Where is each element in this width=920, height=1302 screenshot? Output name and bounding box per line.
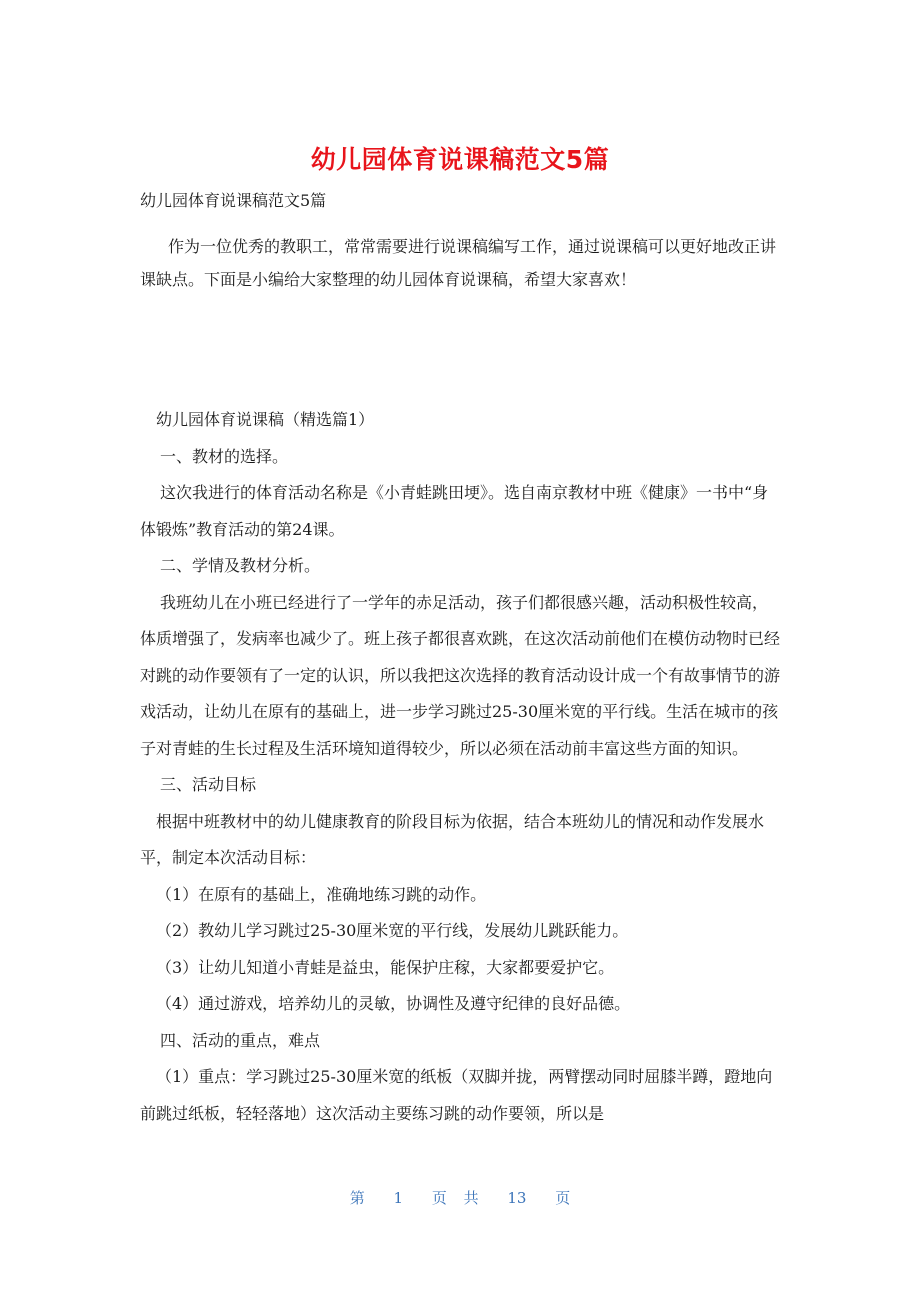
list-item: （1）在原有的基础上，准确地练习跳的动作。 — [156, 884, 487, 904]
footer-ye: 页 — [555, 1189, 571, 1207]
footer-page-number: 1 — [393, 1189, 404, 1207]
document-title: 幼儿园体育说课稿范文5篇 — [310, 145, 610, 174]
intro-section — [140, 230, 782, 296]
list-item: （3）让幼儿知道小青蛙是益虫，能保护庄稼，大家都要爱护它。 — [156, 957, 615, 977]
intro-paragraph: 作为一位优秀的教职工，常常需要进行说课稿编写工作，通过说课稿可以更好地改正讲课缺点。下面是小编给大家整理的幼儿园体育说课稿，希望大家喜欢！ — [140, 237, 777, 289]
footer-di: 第 — [349, 1189, 365, 1207]
footer-ye-gong: 页 共 — [431, 1189, 479, 1207]
footer-total-pages: 13 — [507, 1189, 527, 1207]
list-item: （2）教幼儿学习跳过25-30厘米宽的平行线，发展幼儿跳跃能力。 — [156, 921, 629, 940]
document-subtitle: 幼儿园体育说课稿范文5篇 — [140, 191, 327, 210]
section-heading: 三、活动目标 — [160, 775, 257, 794]
body-paragraph: 这次我进行的体育活动名称是《小青蛙跳田埂》。选自南京教材中班《健康》一书中“身体锻炼”教育活动的第24课。 — [140, 483, 769, 539]
body-paragraph: 我班幼儿在小班已经进行了一学年的赤足活动，孩子们都很感兴趣，活动积极性较高，体质增强了，发病率也减少了。班上孩子都很喜欢跳，在这次活动前他们在模仿动物时已经对跳的动作要领有了一定的认识，所以我把这次选择的教育活动设计成一个有故事情节的游戏活动，让幼儿在原有的基础上，进一步学习跳过25-30厘米宽的平行线。生活在城市的孩子对青蛙的生长过程及生活环境知道得较少，所以必须在活动前丰富这些方面的知识。 — [140, 592, 781, 758]
body-section — [140, 402, 782, 1132]
section-heading: 四、活动的重点，难点 — [160, 1030, 321, 1050]
section-heading: 二、学情及教材分析。 — [160, 556, 321, 575]
list-item: （1）重点：学习跳过25-30厘米宽的纸板（双脚并拢，两臂摆动同时屈膝半蹲，蹬地向前跳过纸板，轻轻落地）这次活动主要练习跳的动作要领，所以是 — [140, 1067, 773, 1123]
section-heading: 一、教材的选择。 — [160, 446, 289, 466]
page-footer — [0, 1187, 920, 1208]
section-heading: 幼儿园体育说课稿（精选篇1） — [156, 410, 375, 429]
body-paragraph: 根据中班教材中的幼儿健康教育的阶段目标为依据，结合本班幼儿的情况和动作发展水平，制定本次活动目标： — [140, 811, 765, 867]
list-item: （4）通过游戏，培养幼儿的灵敏，协调性及遵守纪律的良好品德。 — [156, 994, 631, 1013]
